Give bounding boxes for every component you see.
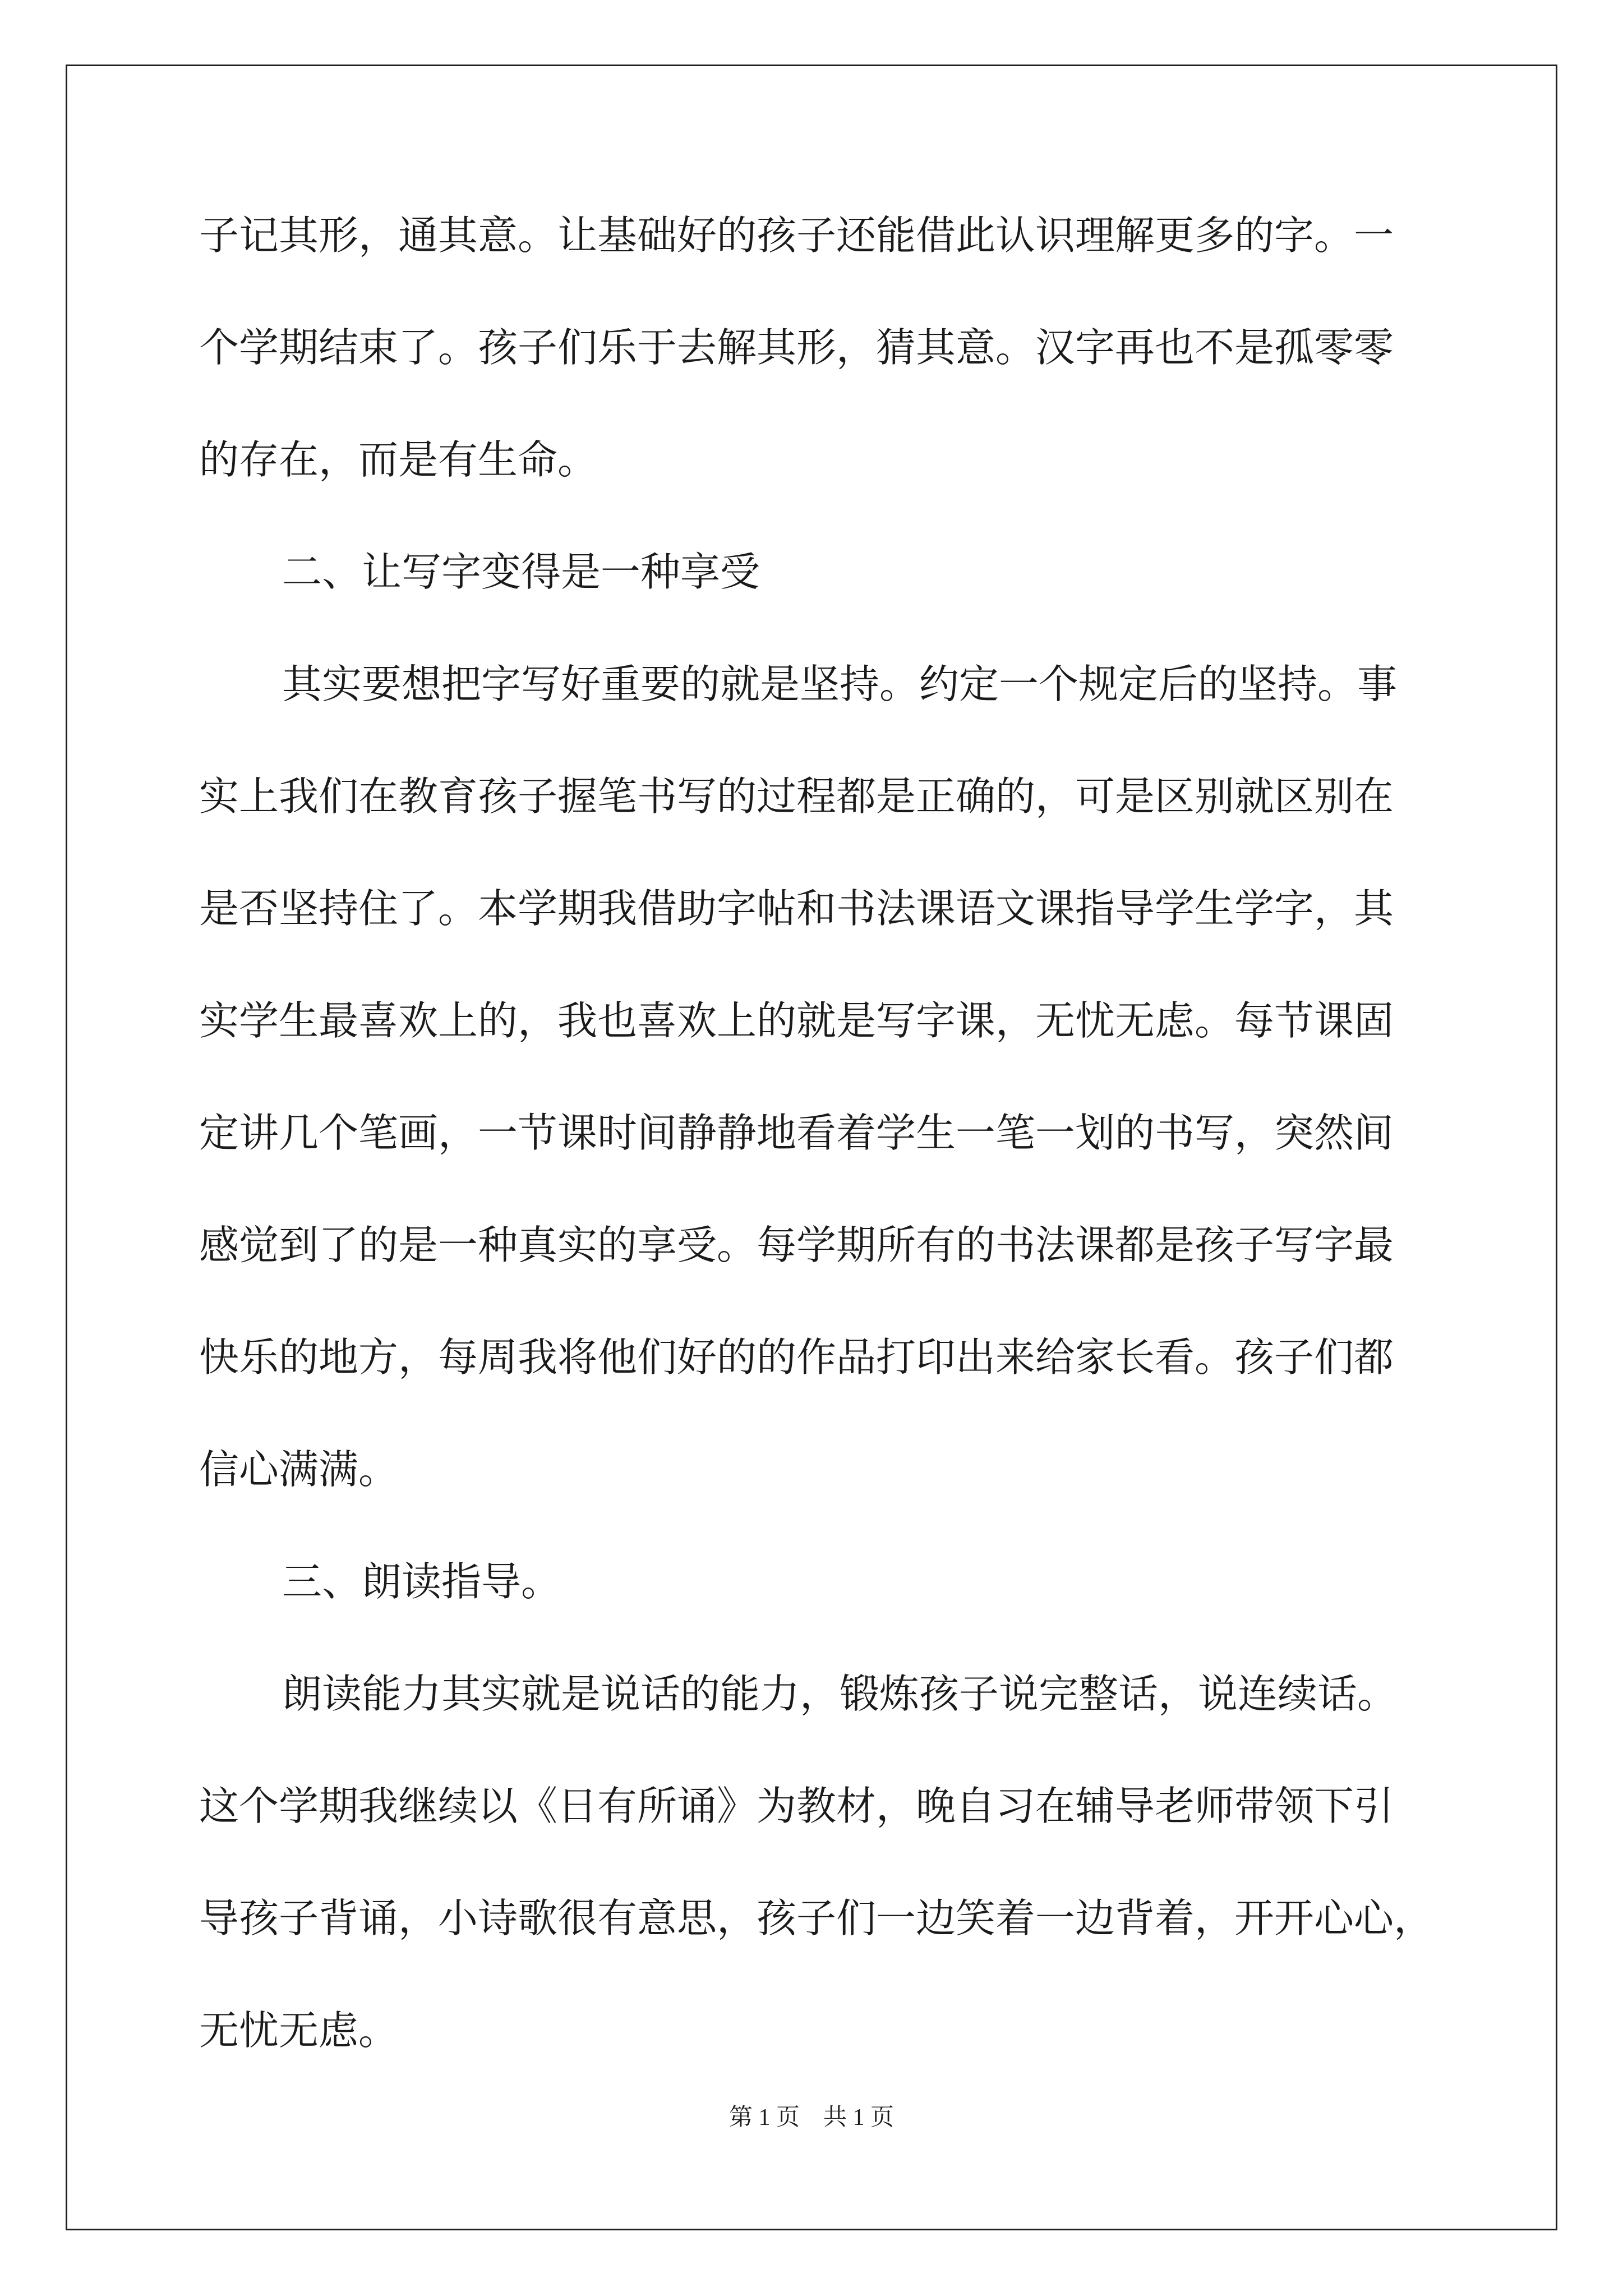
body-text-line: 是否坚持住了。本学期我借助字帖和书法课语文课指导学生学字，其	[199, 885, 1394, 932]
body-text-line: 个学期结束了。孩子们乐于去解其形，猜其意。汉字再也不是孤零零	[199, 324, 1394, 371]
body-text-line: 无忧无虑。	[199, 2007, 399, 2054]
page-number: 第 1 页	[728, 2105, 800, 2131]
body-text-line: 子记其形，通其意。让基础好的孩子还能借此认识理解更多的字。一	[199, 212, 1394, 259]
body-text-line: 信心满满。	[199, 1446, 399, 1493]
body-text-line: 实学生最喜欢上的，我也喜欢上的就是写字课，无忧无虑。每节课固	[199, 997, 1394, 1044]
section-heading: 三、朗读指导。	[282, 1558, 561, 1605]
body-text-line: 这个学期我继续以《日有所诵》为教材，晚自习在辅导老师带领下引	[199, 1783, 1394, 1829]
body-text-line: 定讲几个笔画，一节课时间静静地看着学生一笔一划的书写，突然间	[199, 1110, 1394, 1156]
body-text-line: 实上我们在教育孩子握笔书写的过程都是正确的，可是区别就区别在	[199, 773, 1394, 820]
page-total: 共 1 页	[823, 2105, 895, 2131]
body-text-line: 朗读能力其实就是说话的能力，锻炼孩子说完整话，说连续话。	[282, 1671, 1398, 1717]
body-text-line: 感觉到了的是一种真实的享受。每学期所有的书法课都是孩子写字最	[199, 1222, 1394, 1268]
page-footer	[0, 2101, 1623, 2134]
body-text-line: 的存在，而是有生命。	[199, 436, 598, 483]
body-text-line: 导孩子背诵，小诗歌很有意思，孩子们一边笑着一边背着，开开心心，	[199, 1895, 1434, 1941]
body-text-line: 快乐的地方，每周我将他们好的的作品打印出来给家长看。孩子们都	[199, 1334, 1394, 1381]
body-text-line: 其实要想把字写好重要的就是坚持。约定一个规定后的坚持。事	[282, 661, 1398, 707]
section-heading: 二、让写字变得是一种享受	[282, 549, 760, 595]
